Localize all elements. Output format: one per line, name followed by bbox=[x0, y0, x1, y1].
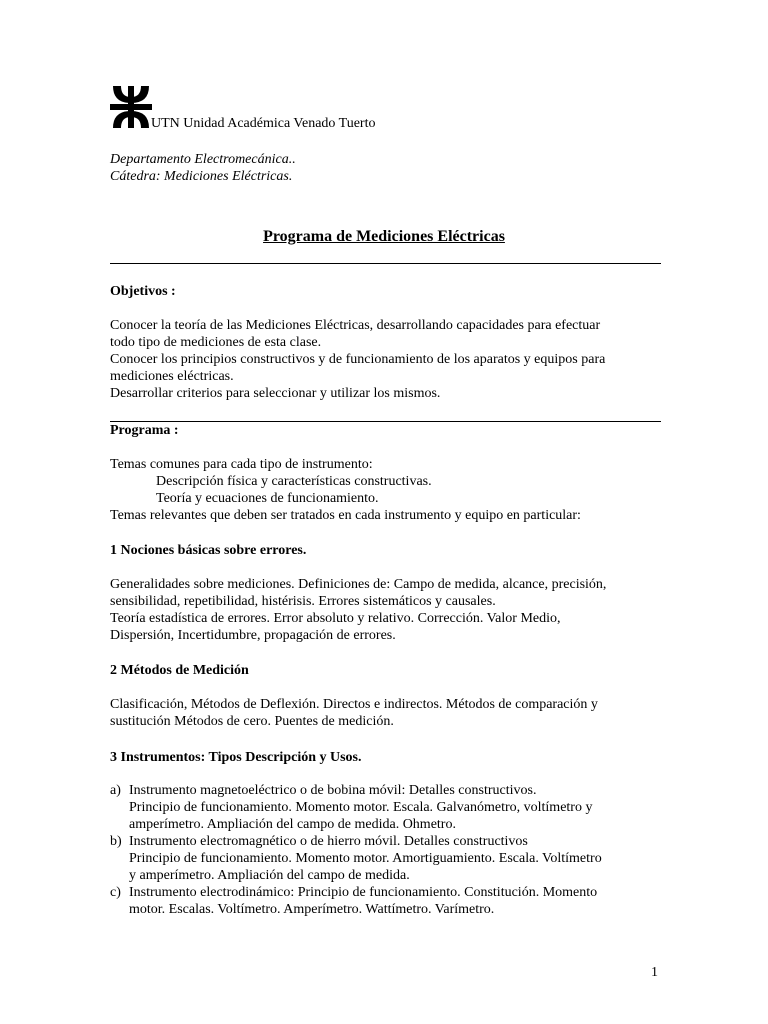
objetivos-line: Conocer los principios constructivos y de funcionamiento de los aparatos y equipos para bbox=[110, 352, 606, 367]
objetivos-body bbox=[110, 317, 670, 402]
list-item-line: Instrumento electromagnético o de hierro móvil. Detalles constructivos bbox=[129, 834, 528, 849]
section2-heading: 2 Métodos de Medición bbox=[110, 663, 249, 678]
utn-logo-icon bbox=[110, 86, 152, 128]
list-item-line: Instrumento electrodinámico: Principio de funcionamiento. Constitución. Momento bbox=[129, 885, 598, 900]
objetivos-heading-text: Objetivos : bbox=[110, 284, 176, 299]
programa-block bbox=[110, 422, 670, 439]
list-item-line: amperímetro. Ampliación del campo de medida. Ohmetro. bbox=[129, 817, 456, 832]
list-item-line: motor. Escalas. Voltímetro. Amperímetro. Wattímetro. Varímetro. bbox=[129, 902, 495, 917]
programa-relevant: Temas relevantes que deben ser tratados en cada instrumento y equipo en particular: bbox=[110, 508, 581, 523]
objetivos-line: mediciones eléctricas. bbox=[110, 369, 234, 384]
institution-name: UTN Unidad Académica Venado Tuerto bbox=[151, 116, 376, 131]
programa-intro: Temas comunes para cada tipo de instrumento: bbox=[110, 457, 373, 472]
list-item-content bbox=[129, 884, 597, 918]
section1-heading: 1 Nociones básicas sobre errores. bbox=[110, 543, 307, 558]
list-item-line: Principio de funcionamiento. Momento motor. Escala. Galvanómetro, voltímetro y bbox=[129, 800, 593, 815]
objetivos-heading bbox=[110, 283, 670, 300]
list-item-line: Principio de funcionamiento. Momento motor. Amortiguamiento. Escala. Voltímetro bbox=[129, 851, 602, 866]
department-block bbox=[110, 151, 296, 185]
objetivos-line: Conocer la teoría de las Mediciones Eléctricas, desarrollando capacidades para efectuar bbox=[110, 318, 601, 333]
list-item bbox=[110, 884, 670, 918]
section1-heading-block bbox=[110, 542, 670, 559]
objetivos-line: Desarrollar criterios para seleccionar y utilizar los mismos. bbox=[110, 386, 441, 401]
list-item bbox=[110, 782, 670, 833]
list-item bbox=[110, 833, 670, 884]
page-title: Programa de Mediciones Eléctricas bbox=[263, 228, 505, 245]
list-marker: c) bbox=[110, 885, 121, 900]
list-marker: a) bbox=[110, 783, 121, 798]
programa-intro-block bbox=[110, 456, 670, 524]
section2-body bbox=[110, 696, 670, 730]
section3-heading: 3 Instrumentos: Tipos Descripción y Usos. bbox=[110, 750, 362, 765]
section1-line: Generalidades sobre mediciones. Definiciones de: Campo de medida, alcance, precisión, bbox=[110, 577, 607, 592]
list-item-content bbox=[129, 833, 602, 884]
list-item-line: Instrumento magnetoeléctrico o de bobina móvil: Detalles constructivos. bbox=[129, 783, 537, 798]
list-item-content bbox=[129, 782, 592, 833]
section2-line: sustitución Métodos de cero. Puentes de medición. bbox=[110, 714, 394, 729]
chair-name: Cátedra: Mediciones Eléctricas. bbox=[110, 169, 293, 184]
section1-line: Dispersión, Incertidumbre, propagación de errores. bbox=[110, 628, 396, 643]
list-item-line: y amperímetro. Ampliación del campo de medida. bbox=[129, 868, 410, 883]
section2-line: Clasificación, Métodos de Deflexión. Directos e indirectos. Métodos de comparación y bbox=[110, 697, 598, 712]
programa-sub-item: Teoría y ecuaciones de funcionamiento. bbox=[156, 491, 379, 506]
section1-line: sensibilidad, repetibilidad, histérisis. Errores sistemáticos y causales. bbox=[110, 594, 496, 609]
section1-line: Teoría estadística de errores. Error absoluto y relativo. Corrección. Valor Medio, bbox=[110, 611, 561, 626]
divider-top bbox=[110, 263, 661, 264]
section2-heading-block bbox=[110, 662, 670, 679]
section3-list bbox=[110, 782, 670, 918]
programa-sub-item: Descripción física y características constructivas. bbox=[156, 474, 432, 489]
section3-heading-block bbox=[110, 749, 670, 766]
list-marker: b) bbox=[110, 834, 122, 849]
programa-heading: Programa : bbox=[110, 423, 179, 438]
page-number: 1 bbox=[651, 965, 658, 980]
objetivos-line: todo tipo de mediciones de esta clase. bbox=[110, 335, 322, 350]
section1-body bbox=[110, 576, 670, 644]
department-name: Departamento Electromecánica.. bbox=[110, 152, 296, 167]
